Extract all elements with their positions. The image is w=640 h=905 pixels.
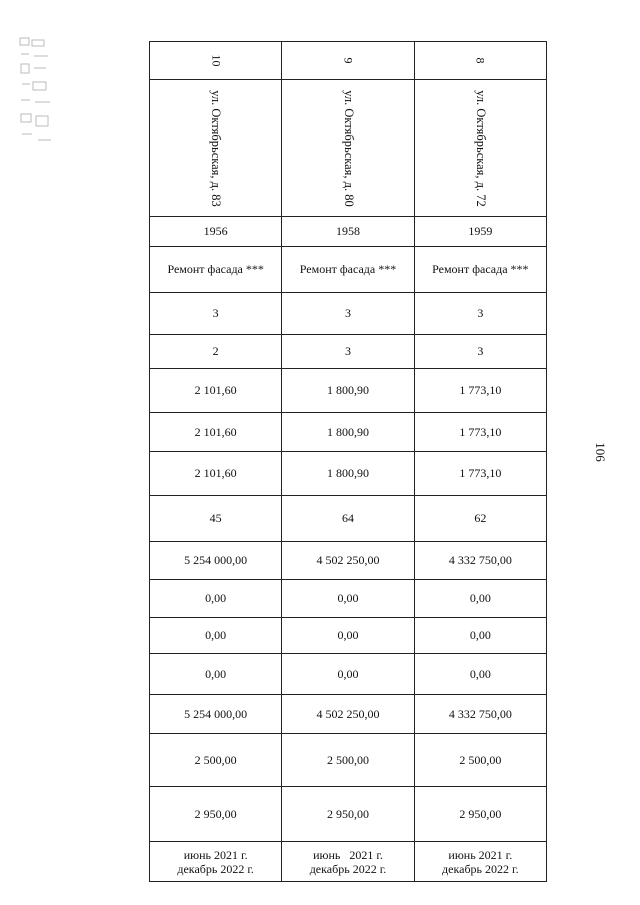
work-type-cell: Ремонт фасада *** xyxy=(414,247,546,293)
fund-a-cell: 0,00 xyxy=(150,580,282,618)
area-b-cell: 1 773,10 xyxy=(414,452,546,496)
table-row-residents xyxy=(150,496,547,542)
fund-b-cell: 0,00 xyxy=(150,618,282,654)
area-total-cell: 1 800,90 xyxy=(282,369,414,413)
column-number-cell: 9 xyxy=(282,42,414,80)
fund-c-cell: 0,00 xyxy=(150,654,282,695)
table-row-cost-total xyxy=(150,542,547,580)
fund-owners-cell: 4 502 250,00 xyxy=(282,695,414,734)
work-type-cell: Ремонт фасада *** xyxy=(282,247,414,293)
year-cell: 1959 xyxy=(414,217,546,247)
period-start: июнь 2021 г. xyxy=(313,847,383,862)
period-end: декабрь 2022 г. xyxy=(309,861,387,876)
unit-cost-cell: 2 500,00 xyxy=(150,734,282,787)
margin-stamp-mark xyxy=(18,36,54,148)
year-cell: 1956 xyxy=(150,217,282,247)
cost-total-cell: 4 332 750,00 xyxy=(414,542,546,580)
period-cell xyxy=(150,842,282,882)
fund-b-cell: 0,00 xyxy=(414,618,546,654)
cost-total-cell: 5 254 000,00 xyxy=(150,542,282,580)
residents-cell: 64 xyxy=(282,496,414,542)
table-row-fund-c xyxy=(150,654,547,695)
entrances-cell: 3 xyxy=(282,335,414,369)
work-type-cell: Ремонт фасада *** xyxy=(150,247,282,293)
period-start: июнь 2021 г. xyxy=(183,847,248,862)
table-row-address xyxy=(150,80,547,217)
column-number-cell: 8 xyxy=(414,42,546,80)
table-row-fund-b xyxy=(150,618,547,654)
table-row-area-a xyxy=(150,413,547,452)
table-row-area-b xyxy=(150,452,547,496)
period-end: декабрь 2022 г. xyxy=(177,861,254,876)
page-number: 106 xyxy=(593,442,608,462)
unit-cost-max-cell: 2 950,00 xyxy=(282,787,414,842)
address-cell: ул. Октябрьская, д. 72 xyxy=(414,80,546,217)
fund-b-cell: 0,00 xyxy=(282,618,414,654)
table-row-floors xyxy=(150,293,547,335)
unit-cost-max-cell: 2 950,00 xyxy=(150,787,282,842)
table-row-fund-a xyxy=(150,580,547,618)
address-cell: ул. Октябрьская, д. 80 xyxy=(282,80,414,217)
residents-cell: 62 xyxy=(414,496,546,542)
table-row-unit-cost-max xyxy=(150,787,547,842)
table-row-entrances xyxy=(150,335,547,369)
fund-c-cell: 0,00 xyxy=(282,654,414,695)
table-row-work-type xyxy=(150,247,547,293)
unit-cost-max-cell: 2 950,00 xyxy=(414,787,546,842)
area-a-cell: 1 800,90 xyxy=(282,413,414,452)
address-cell: ул. Октябрьская, д. 83 xyxy=(150,80,282,217)
area-b-cell: 2 101,60 xyxy=(150,452,282,496)
period-cell xyxy=(414,842,546,882)
area-a-cell: 2 101,60 xyxy=(150,413,282,452)
column-number-cell: 10 xyxy=(150,42,282,80)
fund-a-cell: 0,00 xyxy=(414,580,546,618)
period-cell xyxy=(282,842,414,882)
table-row-year xyxy=(150,217,547,247)
cost-total-cell: 4 502 250,00 xyxy=(282,542,414,580)
fund-a-cell: 0,00 xyxy=(282,580,414,618)
area-b-cell: 1 800,90 xyxy=(282,452,414,496)
entrances-cell: 2 xyxy=(150,335,282,369)
floors-cell: 3 xyxy=(414,293,546,335)
table-row-unit-cost xyxy=(150,734,547,787)
fund-owners-cell: 5 254 000,00 xyxy=(150,695,282,734)
period-end: декабрь 2022 г. xyxy=(442,861,519,876)
fund-c-cell: 0,00 xyxy=(414,654,546,695)
fund-owners-cell: 4 332 750,00 xyxy=(414,695,546,734)
table-row-number xyxy=(150,42,547,80)
year-cell: 1958 xyxy=(282,217,414,247)
repair-schedule-table xyxy=(149,41,547,882)
unit-cost-cell: 2 500,00 xyxy=(282,734,414,787)
table-row-period xyxy=(150,842,547,882)
floors-cell: 3 xyxy=(282,293,414,335)
unit-cost-cell: 2 500,00 xyxy=(414,734,546,787)
residents-cell: 45 xyxy=(150,496,282,542)
area-total-cell: 2 101,60 xyxy=(150,369,282,413)
area-a-cell: 1 773,10 xyxy=(414,413,546,452)
entrances-cell: 3 xyxy=(414,335,546,369)
table-row-area-total xyxy=(150,369,547,413)
period-start: июнь 2021 г. xyxy=(448,847,513,862)
area-total-cell: 1 773,10 xyxy=(414,369,546,413)
floors-cell: 3 xyxy=(150,293,282,335)
table-row-fund-owners xyxy=(150,695,547,734)
